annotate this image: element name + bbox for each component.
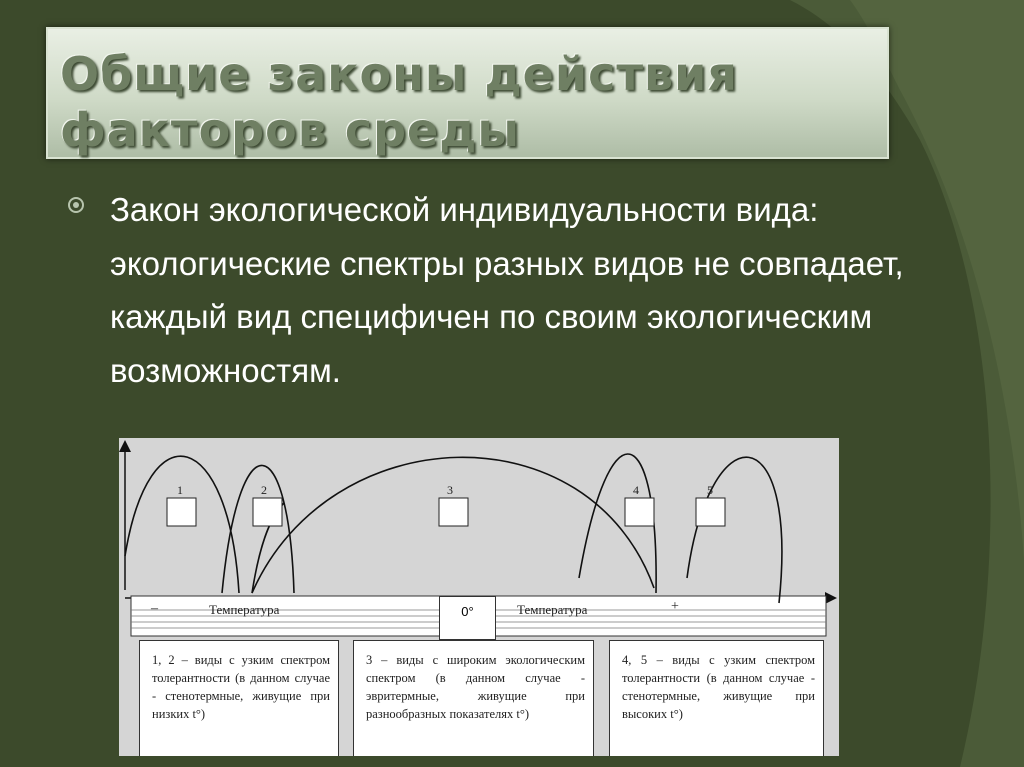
zero-degree-box: 0° <box>439 596 496 640</box>
page-title-line-1: Общие законы действия <box>60 47 738 101</box>
bullet-circle-icon <box>68 197 84 213</box>
species-box-3 <box>439 498 468 526</box>
species-label-3: 3 <box>447 483 453 497</box>
note-species-1-2: 1, 2 – виды с узким спектром толерантности (в данном случае - стенотермные, живущие при низких t°) <box>139 640 339 756</box>
species-label-4: 4 <box>633 483 639 497</box>
bullet-text: Закон экологической индивидуальности вида: экологические спектры разных видов не совпадает, каждый вид специфичен по своим экологическим возможностям. <box>110 191 904 389</box>
minus-sign: – <box>151 601 158 616</box>
note-species-4-5: 4, 5 – виды с узким спектром толерантности (в данном случае - стенотермные, живущие при высоких t°) <box>609 640 824 756</box>
species-box-4 <box>625 498 654 526</box>
axis-label-right: Температура <box>517 602 588 617</box>
species-box-2 <box>253 498 282 526</box>
tolerance-curve-5 <box>687 457 782 603</box>
title-banner <box>46 27 889 159</box>
note-species-3: 3 – виды с широким экологическим спектром (в данном случае - эвритермные, живущие при разнообразных показателях t°) <box>353 640 594 756</box>
species-label-1: 1 <box>177 483 183 497</box>
species-label-5: 5 <box>707 483 713 497</box>
plus-sign: + <box>671 599 679 614</box>
page-title-line-2: факторов среды <box>60 103 520 157</box>
species-box-1 <box>167 498 196 526</box>
axis-label-left: Температура <box>209 602 280 617</box>
tolerance-curve-2 <box>222 465 294 593</box>
species-label-2: 2 <box>261 483 267 497</box>
species-box-5 <box>696 498 725 526</box>
ecological-spectra-diagram <box>119 438 839 756</box>
